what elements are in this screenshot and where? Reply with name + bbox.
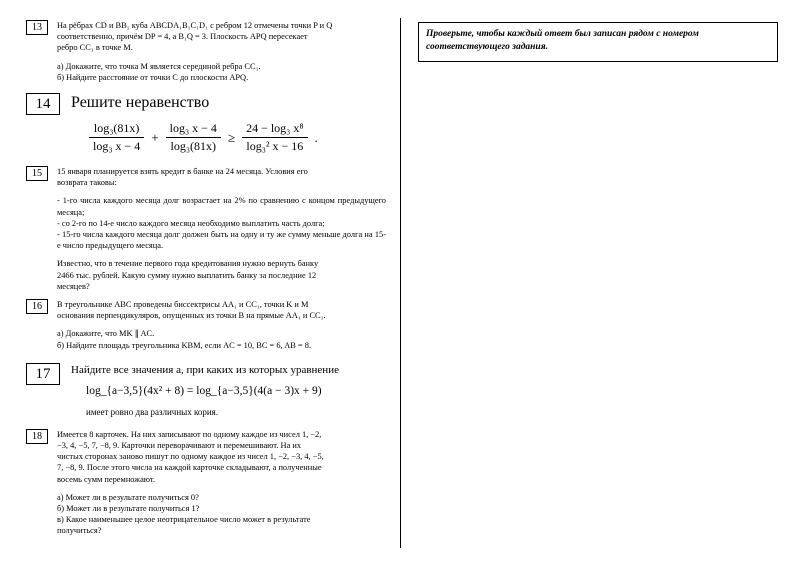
task-17-heading: Найдите все значения a, при каких из которых уравнение xyxy=(71,363,339,376)
fraction-3-denominator: log₃² x − 16 xyxy=(246,139,304,154)
task-15-question-1: Известно, что в течение первого года кредитования нужно вернуть банку xyxy=(57,259,319,269)
task-16 xyxy=(26,299,386,351)
tasks-column xyxy=(26,20,386,544)
task-number-15: 15 xyxy=(26,166,48,181)
task-number-18: 18 xyxy=(26,429,48,444)
fraction-1-denominator: log₃ x − 4 xyxy=(93,139,141,154)
task-18-part-v-cont: получиться? xyxy=(57,526,102,536)
task-13-body xyxy=(57,20,386,83)
task-18-line-1: Имеется 8 карточек. На них записывают по одному каждое из чисел 1, −2, xyxy=(57,429,322,439)
fraction-2-numerator: log₃ x − 4 xyxy=(169,121,217,136)
task-16-line-1: В треугольнике ABC проведены биссектрисы AA₁ и CC₁, точки K и M xyxy=(57,300,309,310)
fraction-2-denominator: log₃(81x) xyxy=(170,139,217,154)
fraction-2 xyxy=(166,121,221,154)
task-15-condition-1: - 1-го числа каждого месяца долг возрастает на 2% по сравнению с концом предыдущего месяца; xyxy=(57,196,386,217)
fraction-3 xyxy=(242,121,307,154)
task-18-part-a: а) Может ли в результате получиться 0? xyxy=(57,492,199,502)
task-15-condition-3: - 15-го числа каждого месяца долг должен быть на одну и ту же сумму меньше долга на 15-е число предыдущего месяца. xyxy=(57,230,386,251)
task-18-part-v: в) Какое наименьшее целое неотрицательное число может в результате xyxy=(57,515,311,525)
task-16-part-b: б) Найдите площадь треугольника KBM, если AC = 10, BC = 6, AB = 8. xyxy=(57,340,312,350)
task-number-13: 13 xyxy=(26,20,48,35)
fraction-3-numerator: 24 − log₃ x⁸ xyxy=(246,121,304,136)
task-15-line-2: возврата таковы: xyxy=(57,178,117,188)
formula-period: . xyxy=(314,129,318,145)
task-13 xyxy=(26,20,386,83)
task-18-line-3: чистых сторонах заново пишут по одному каждое из чисел 1, −2, −3, 4, −5, xyxy=(57,452,324,462)
task-17-after-text: имеет ровно два различных кория. xyxy=(86,406,219,417)
fraction-1 xyxy=(89,121,144,154)
task-18 xyxy=(26,429,386,537)
task-16-body xyxy=(57,299,386,351)
instruction-note-box xyxy=(418,22,778,62)
task-18-line-2: −3, 4, −5, 7, −8, 9. Карточки переворачивают и перемешивают. На их xyxy=(57,441,302,451)
greater-equal-operator: ≥ xyxy=(227,129,236,145)
task-15-question-2: 2466 тыс. рублей. Какую сумму нужно выплатить банку за последние 12 xyxy=(57,270,317,280)
task-14 xyxy=(26,93,386,154)
task-15-question-3: месяцев? xyxy=(57,281,90,291)
task-15-line-1: 15 января планируется взять кредит в банке на 24 месяца. Условия его xyxy=(57,167,308,177)
task-14-heading: Решите неравенство xyxy=(71,94,210,112)
task-number-14: 14 xyxy=(26,93,60,115)
task-18-part-b: б) Может ли в результате получиться 1? xyxy=(57,504,200,514)
instruction-note-line-2: соответствующего задания. xyxy=(426,42,548,52)
column-divider xyxy=(400,18,401,548)
task-number-17: 17 xyxy=(26,363,60,385)
task-number-16: 16 xyxy=(26,299,48,314)
task-18-body xyxy=(57,429,386,537)
instruction-note-line-1: Проверьте, чтобы каждый ответ был записан рядом с номером xyxy=(426,29,699,39)
task-14-formula xyxy=(86,121,386,154)
fraction-1-numerator: log₃(81x) xyxy=(93,121,140,136)
task-15 xyxy=(26,166,386,292)
task-15-condition-2: - со 2-го по 14-е число каждого месяца необходимо выплатить часть долга; xyxy=(57,218,325,228)
task-17 xyxy=(26,363,386,417)
task-13-part-b: б) Найдите расстояние от точки C до плоскости APQ. xyxy=(57,72,249,82)
task-17-formula: log_{a−3,5}(4x² + 8) = log_{a−3,5}(4(a − 3)x + 9) xyxy=(86,384,322,397)
task-18-line-5: восемь сумм перемножают. xyxy=(57,474,156,484)
task-16-line-2: основания перпендикуляров, опущенных из точки B на прямые AA₁ и CC₁. xyxy=(57,311,326,321)
task-18-line-4: 7, −8, 9. После этого числа на каждой карточке складывают, а полученные xyxy=(57,463,322,473)
task-16-part-a: а) Докажите, что MK ∥ AC. xyxy=(57,329,155,339)
task-13-line-3: ребро CC₁ в точке M. xyxy=(57,43,133,53)
task-13-line-2: соответственно, причём DP = 4, а B₁Q = 3. Плоскость APQ пересекает xyxy=(57,32,308,42)
plus-operator: + xyxy=(151,129,159,145)
task-15-body xyxy=(57,166,386,292)
task-13-line-1: На рёбрах CD и BB₁ куба ABCDA₁B₁C₁D₁ с ребром 12 отмечены точки P и Q xyxy=(57,21,333,30)
task-13-part-a: а) Докажите, что точка M является серединой ребра CC₁. xyxy=(57,61,261,71)
